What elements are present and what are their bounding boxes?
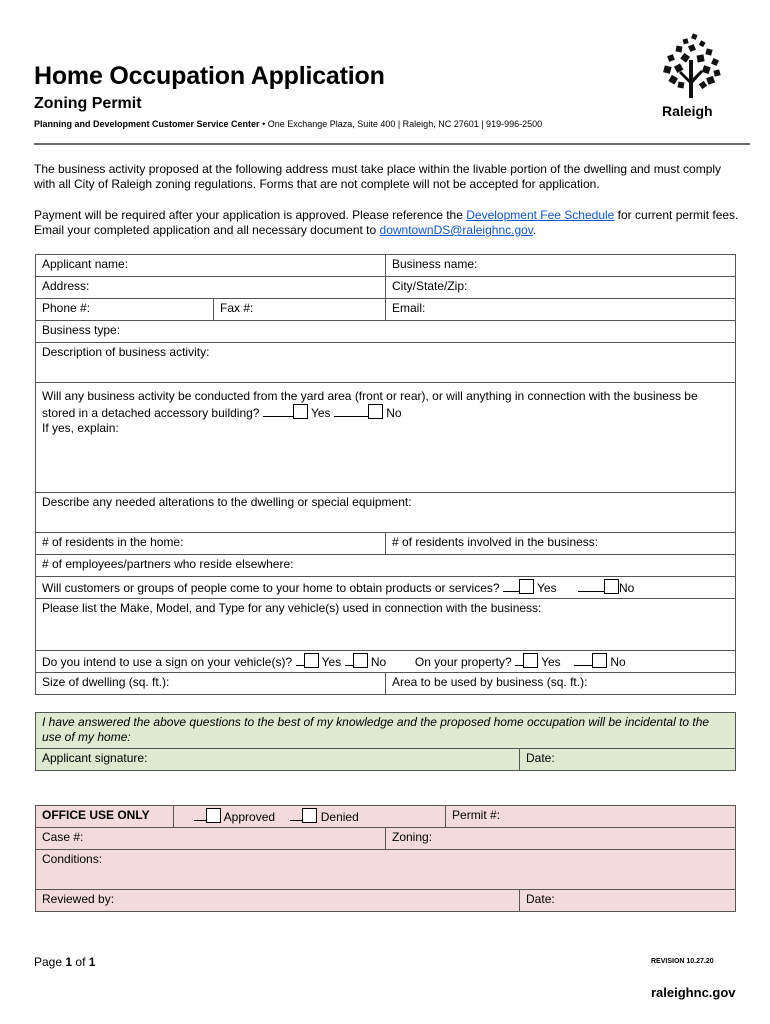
alterations-field[interactable]: Describe any needed alterations to the dwelling or special equipment:	[36, 493, 736, 533]
applicant-name-field[interactable]: Applicant name:	[36, 255, 386, 277]
conditions-field[interactable]: Conditions:	[36, 850, 736, 890]
yard-yes-checkbox[interactable]	[293, 404, 308, 419]
customers-no-checkbox[interactable]	[604, 579, 619, 594]
blank-line	[345, 654, 353, 666]
bullet-separator: •	[262, 119, 266, 129]
blank-line	[578, 580, 604, 592]
payment-text-2: for current permit fees. Email your completed application and all necessary document to	[34, 208, 739, 237]
sign-property-no-checkbox[interactable]	[592, 653, 607, 668]
fax-field[interactable]: Fax #:	[214, 299, 386, 321]
yard-no-checkbox[interactable]	[368, 404, 383, 419]
website-url: raleighnc.gov	[651, 985, 736, 1000]
business-name-field[interactable]: Business name:	[386, 255, 736, 277]
yard-question-text: Will any business activity be conducted from the yard area (front or rear), or will anything in connection with the business be stored in a detached accessory building?	[42, 389, 698, 420]
blank-line	[290, 809, 302, 821]
payment-text-1: Payment will be required after your application is approved. Please reference the	[34, 208, 467, 222]
header-divider	[34, 143, 750, 145]
residents-home-field[interactable]: # of residents in the home:	[36, 533, 386, 555]
email-field[interactable]: Email:	[386, 299, 736, 321]
review-date-field[interactable]: Date:	[520, 890, 736, 912]
page-word: Page	[34, 955, 63, 969]
yard-question-cell[interactable]	[36, 383, 736, 493]
blank-line	[515, 654, 523, 666]
yard-yes-label: Yes	[310, 406, 331, 420]
sign-property-yes-checkbox[interactable]	[523, 653, 538, 668]
sign-property-yes-label: Yes	[541, 655, 561, 669]
office-use-label: OFFICE USE ONLY	[36, 806, 174, 828]
declaration-table	[35, 712, 736, 771]
customers-yes-checkbox[interactable]	[519, 579, 534, 594]
case-number-field[interactable]: Case #:	[36, 828, 386, 850]
revision-label: REVISION 10.27.20	[651, 958, 714, 965]
sign-vehicle-no-label: No	[370, 655, 387, 669]
sign-property-no-label: No	[610, 655, 626, 669]
service-center-line	[34, 119, 542, 129]
address-field[interactable]: Address:	[36, 277, 386, 299]
dwelling-size-field[interactable]: Size of dwelling (sq. ft.):	[36, 673, 386, 695]
blank-line	[334, 405, 368, 417]
blank-line	[296, 654, 304, 666]
sign-vehicle-yes-checkbox[interactable]	[304, 653, 319, 668]
business-type-field[interactable]: Business type:	[36, 321, 736, 343]
email-link[interactable]: downtownDS@raleighnc.gov	[379, 223, 533, 237]
sign-vehicle-yes-label: Yes	[321, 655, 342, 669]
denied-checkbox[interactable]	[302, 808, 317, 823]
approved-label: Approved	[223, 810, 276, 824]
blank-line	[574, 654, 592, 666]
sign-vehicle-no-checkbox[interactable]	[353, 653, 368, 668]
phone-field[interactable]: Phone #:	[36, 299, 214, 321]
customers-yes-label: Yes	[537, 581, 557, 595]
zoning-field[interactable]: Zoning:	[386, 828, 736, 850]
service-center-name: Planning and Development Customer Service Center	[34, 119, 260, 129]
reviewed-by-field[interactable]: Reviewed by:	[36, 890, 520, 912]
blank-line	[194, 809, 206, 821]
service-center-address: One Exchange Plaza, Suite 400 | Raleigh, NC 27601 | 919-996-2500	[267, 119, 543, 129]
customers-question-text: Will customers or groups of people come to your home to obtain products or services?	[42, 581, 500, 595]
business-area-field[interactable]: Area to be used by business (sq. ft.):	[386, 673, 736, 695]
sign-vehicle-text: Do you intend to use a sign on your vehicle(s)?	[42, 655, 293, 669]
raleigh-logo-text: Raleigh	[662, 103, 713, 119]
denied-label: Denied	[320, 810, 359, 824]
page-current: 1	[65, 955, 73, 969]
fee-schedule-link[interactable]: Development Fee Schedule	[466, 208, 615, 222]
page-total: 1	[88, 955, 96, 969]
yard-no-label: No	[386, 406, 402, 420]
blank-line	[503, 580, 519, 592]
of-word: of	[75, 955, 86, 969]
blank-line	[263, 405, 293, 417]
sign-question-cell[interactable]	[36, 651, 736, 673]
page-subtitle: Zoning Permit	[34, 95, 142, 112]
residents-business-field[interactable]: # of residents involved in the business:	[386, 533, 736, 555]
sign-property-text: On your property?	[414, 655, 512, 669]
applicant-signature-field[interactable]: Applicant signature:	[36, 749, 520, 771]
page-number	[34, 955, 95, 969]
business-description-field[interactable]: Description of business activity:	[36, 343, 736, 383]
customers-question-cell[interactable]	[36, 577, 736, 599]
approval-status-cell[interactable]	[174, 806, 446, 828]
if-yes-explain-label: If yes, explain:	[42, 421, 119, 435]
signature-date-field[interactable]: Date:	[520, 749, 736, 771]
city-state-zip-field[interactable]: City/State/Zip:	[386, 277, 736, 299]
approved-checkbox[interactable]	[206, 808, 221, 823]
permit-number-field[interactable]: Permit #:	[446, 806, 736, 828]
page-title: Home Occupation Application	[34, 62, 385, 90]
vehicles-field[interactable]: Please list the Make, Model, and Type for any vehicle(s) used in connection with the business:	[36, 599, 736, 651]
intro-paragraph: The business activity proposed at the following address must take place within the livable portion of the dwelling and must comply with all City of Raleigh zoning regulations. Forms that are not complete will not be accepted for application.	[34, 162, 722, 191]
payment-text-3: .	[532, 223, 537, 237]
office-use-table	[35, 805, 736, 912]
customers-no-label: No	[618, 581, 635, 595]
declaration-statement: I have answered the above questions to the best of my knowledge and the proposed home occupation will be incidental to the use of my home:	[36, 713, 736, 749]
employees-field[interactable]: # of employees/partners who reside elsewhere:	[36, 555, 736, 577]
payment-paragraph	[34, 208, 744, 238]
application-form-table	[35, 254, 736, 695]
